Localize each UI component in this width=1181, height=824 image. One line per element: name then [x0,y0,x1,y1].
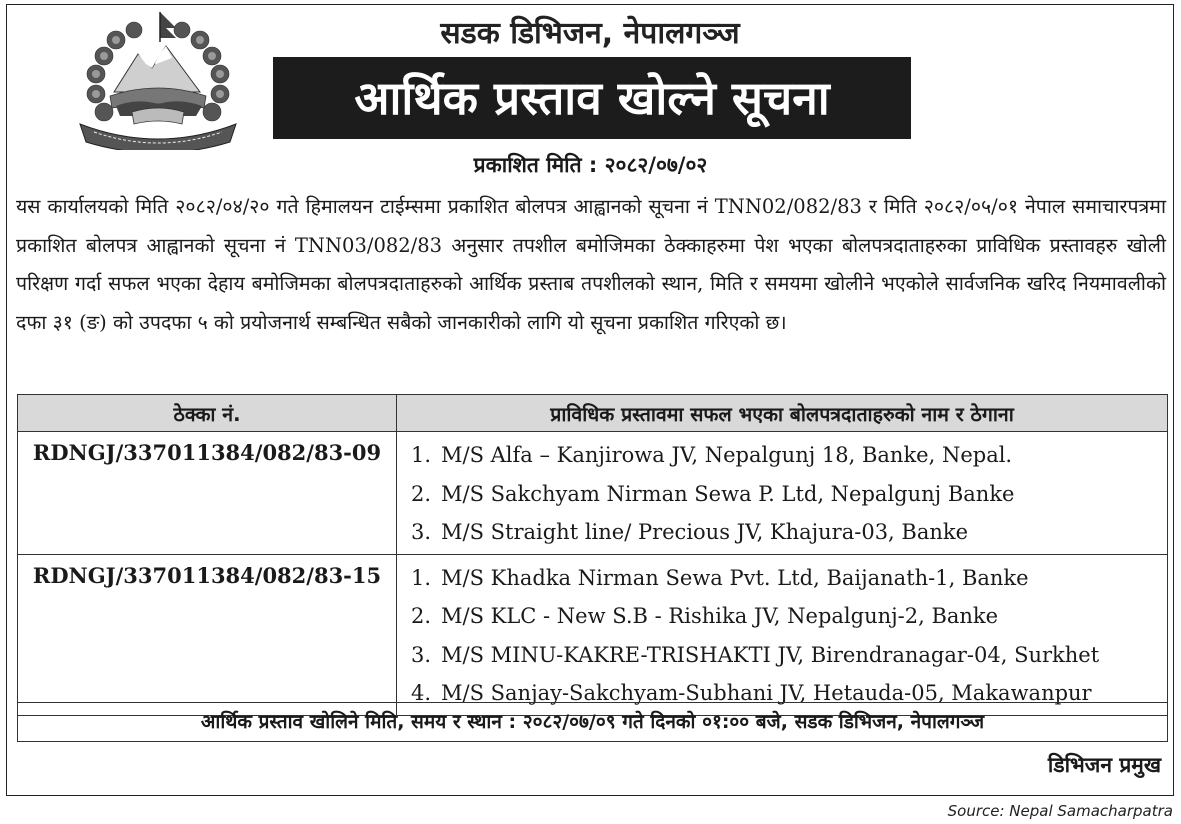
notice-title: आर्थिक प्रस्ताव खोल्ने सूचना [273,57,911,139]
nepal-emblem [76,8,240,150]
list-item: 3. M/S MINU-KAKRE-TRISHAKTI JV, Birendranagar-04, Surkhet [411,642,1100,667]
bidders-table [17,394,1168,716]
signatory: डिभिजन प्रमुख [1047,753,1161,777]
bidder-name: M/S KLC - New S.B - Rishika JV, Nepalgunj-2, Banke [441,604,999,628]
bidder-name: M/S Alfa – Kanjirowa JV, Nepalgunj 18, Banke, Nepal. [441,443,1013,467]
contract-number: RDNGJ/337011384/082/83-15 [18,554,397,715]
bidder-list [397,432,1168,555]
list-item: 4. M/S Sanjay-Sakchyam-Subhani JV, Hetauda-05, Makawanpur [411,681,1092,705]
bidder-name: M/S Straight line/ Precious JV, Khajura-03, Banke [441,520,969,544]
bidder-name: M/S Khadka Nirman Sewa Pvt. Ltd, Baijanath-1, Banke [441,565,1029,590]
bidders-header: प्राविधिक प्रस्तावमा सफल भएका बोलपत्रदाताहरुको नाम र ठेगाना [397,395,1168,432]
contract-no-header: ठेक्का नं. [18,395,397,432]
opening-details: आर्थिक प्रस्ताव खोलिने मिति, समय र स्थान : २०८२/०७/०९ गते दिनको ०१:०० बजे, सडक डिभिजन, नेपालगञ्ज [17,702,1168,742]
table-header-row [18,395,1168,432]
office-name: सडक डिभिजन, नेपालगञ्ज [440,16,740,51]
notice-body [16,188,1166,342]
source-credit: Source: Nepal Samacharpatra [947,802,1173,820]
bidder-name: M/S Sakchyam Nirman Sewa P. Ltd, Nepalgunj Banke [441,481,1015,506]
bidder-name: M/S MINU-KAKRE-TRISHAKTI JV, Birendranagar-04, Surkhet [441,642,1100,667]
published-date: प्रकाशित मिति : २०८२/०७/०२ [473,153,708,177]
contract-number: RDNGJ/337011384/082/83-09 [18,432,397,555]
list-item: 3. M/S Straight line/ Precious JV, Khajura-03, Banke [411,520,969,544]
table-row [18,432,1168,555]
list-item: 1. M/S Khadka Nirman Sewa Pvt. Ltd, Baijanath-1, Banke [411,565,1029,590]
list-item: 1. M/S Alfa – Kanjirowa JV, Nepalgunj 18, Banke, Nepal. [411,443,1013,467]
list-item: 2. M/S KLC - New S.B - Rishika JV, Nepalgunj-2, Banke [411,604,999,628]
notice-paragraph: यस कार्यालयको मिति २०८२/०४/२० गते हिमालयन टाईम्समा प्रकाशित बोलपत्र आह्वानको सूचना नं TNN02/082/83 र मिति २०८२/०५/०१ नेपाल समाचारपत्रमा प्रकाशित बोलपत्र आह्वानको सूचना नं TNN03/082/83 अनुसार तपशील बमोजिमका ठेक्काहरुमा पेश भएका बोलपत्रदाताहरुका प्राविधिक प्रस्तावहरु खोली परिक्षण गर्दा सफल भएका देहाय बमोजिमका बोलपत्रदाताहरुको आर्थिक प्रस्ताब तपशीलको स्थान, मिति र समयमा खोलीने भएकोले सार्वजनिक खरिद नियमावलीको दफा ३१ (ङ) को उपदफा ५ को प्रयोजनार्थ सम्बन्धित सबैको जानकारीको लागि यो सूचना प्रकाशित गरिएको छ। [16,195,1166,334]
bidder-name: M/S Sanjay-Sakchyam-Subhani JV, Hetauda-05, Makawanpur [441,681,1092,705]
list-item: 2. M/S Sakchyam Nirman Sewa P. Ltd, Nepalgunj Banke [411,481,1015,506]
table-row [18,554,1168,715]
bidder-list [397,554,1168,715]
